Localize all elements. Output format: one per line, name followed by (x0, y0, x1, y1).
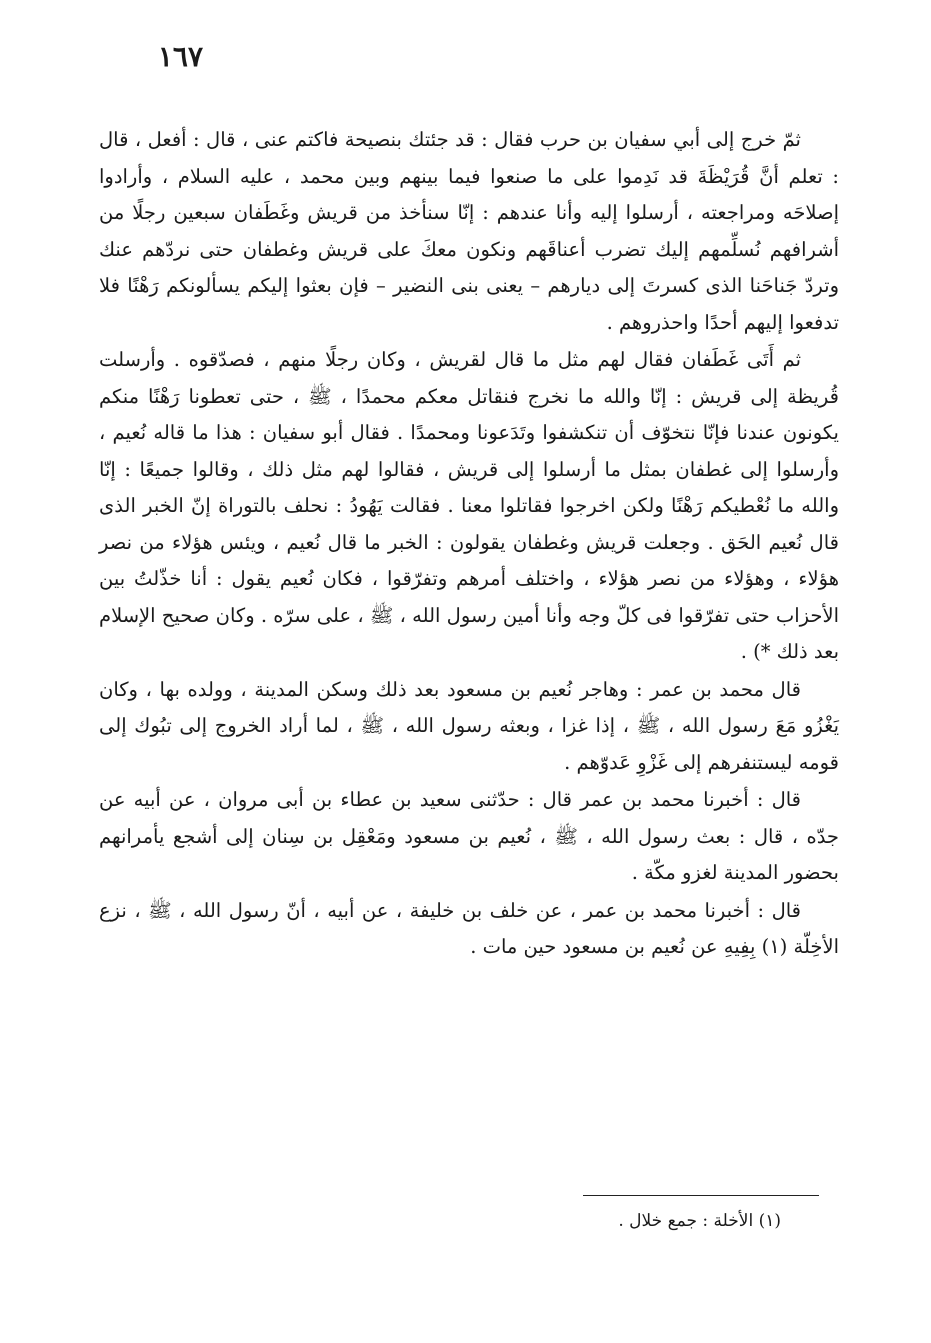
paragraph-4: قال : أخبرنا محمد بن عمر قال : حدّثنى سعيد بن عطاء بن أبى مروان ، عن أبيه عن جدّه ، قال : بعث رسول الله ، ﷺ ، نُعيم بن مسعود ومَعْقِل بن سِنان إلى أشجع يأمرانهم بحضور المدينة لغزو مكّة . (99, 788, 839, 884)
paragraph-2: ثم أَتَى غَطَفان فقال لهم مثل ما قال لقريش ، وكان رجلًا منهم ، فصدّقوه . وأرسلت قُريظة إلى قريش : إنّا والله ما نخرج فنقاتل معكم محمدًا ، ﷺ ، حتى تعطونا رَهْنًا منكم يكونون عندنا فإنّا نتخوّف أن تنكشفوا وتَدَعونا ومحمدًا . فقال أبو سفيان : هذا ما قاله نُعيم ، وأرسلوا إلى غطفان بمثل ما أرسلوا إلى قريش ، فقالوا لهم مثل ذلك ، وقالوا جميعًا : إنّا والله ما نُعْطيكم رَهْنًا ولكن اخرجوا فقاتلوا معنا . فقالت يَهُودُ : نحلف بالتوراة إنّ الخبر الذى قال نُعيم الحَق . وجعلت قريش وغطفان يقولون : الخبر ما قال نُعيم ، ويئس هؤلاء من نصر هؤلاء ، وهؤلاء من نصر هؤلاء ، واختلف أمرهم وتفرّقوا ، فكان نُعيم يقول : أنا خذّلتُ بين الأحزاب حتى تفرّقوا فى كلّ وجه وأنا أمين رسول الله ، ﷺ ، على سرّه . وكان صحيح الإسلام بعد ذلك *) . (99, 348, 839, 663)
paragraph-5: قال : أخبرنا محمد بن عمر ، عن خلف بن خليفة ، عن أبيه ، أنّ رسول الله ، ﷺ ، نزع الأخِلّة (١) بِفِيهِ عن نُعيم بن مسعود حين مات . (99, 898, 839, 958)
footnote-1: (١) الأخلة : جمع خلال . (618, 1211, 781, 1231)
main-text (99, 122, 839, 966)
paragraph-3: قال محمد بن عمر : وهاجر نُعيم بن مسعود بعد ذلك وسكن المدينة ، وولده بها ، وكان يَغْزُو مَعَ رسول الله ، ﷺ ، إذا غزا ، وبعثه رسول الله ، ﷺ ، لما أراد الخروج إلى تبُوك إلى قومه ليستنفرهم إلى غَزْوِ عَدوّهم . (99, 677, 839, 774)
paragraph-1: ثمّ خرج إلى أبي سفيان بن حرب فقال : قد جئتك بنصيحة فاكتم عنى ، قال : أفعل ، قال : تعلم أنَّ قُرَيْظَةَ قد نَدِموا على ما صنعوا فيما بينهم وبين محمد ، عليه السلام ، وأرادوا إصلاحَه ومراجعته ، أرسلوا إليه وأنا عندهم : إنّا سنأخذ من قريش وغَطَفان سبعين رجلًا من أشرافهم نُسلِّمهم إليك تضرب أعناقَهم ونكون معكَ على قريش وغطفان حتى نردّهم عنك وتردّ جَناحَنا الذى كسرتَ إلى ديارهم – يعنى بنى النضير – فإن بعثوا إليكم يسألونكم رَهْنًا فلا تدفعوا إليهم أحدًا واحذروهم . (99, 128, 839, 334)
footnote-divider (583, 1195, 819, 1196)
page-number: ١٦٧ (157, 40, 203, 73)
